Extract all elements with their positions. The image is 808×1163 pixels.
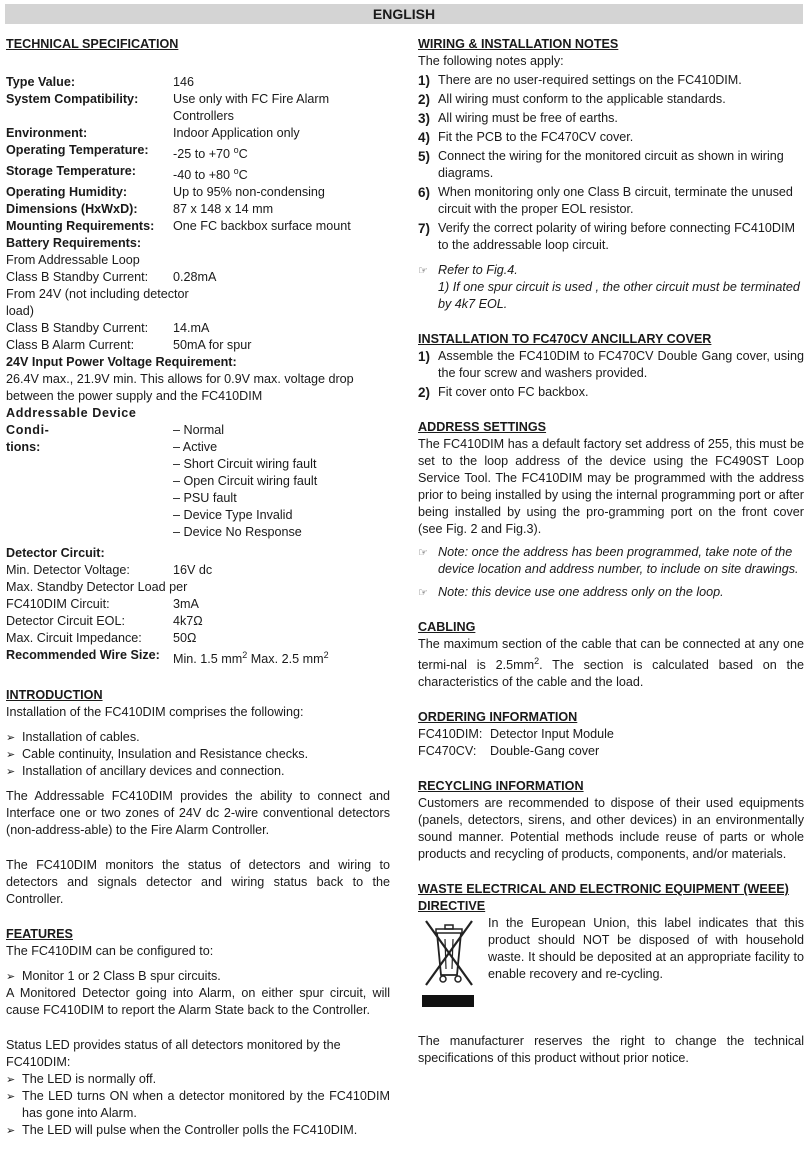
spec-impedance: Max. Circuit Impedance: 50Ω: [6, 631, 197, 646]
address-note-1: ☞ Note: once the address has been programmed, take note of the device location and address number, to include on site drawings.: [418, 545, 799, 576]
condition-item: – Active: [173, 440, 218, 455]
list-item: ➢ Installation of cables.: [6, 729, 390, 746]
weee-title: WASTE ELECTRICAL AND ELECTRONIC EQUIPMENT (WEEE): [418, 882, 789, 897]
spec-from-24v-2: load): [6, 304, 35, 319]
list-item: 3) All wiring must be free of earths.: [418, 111, 618, 126]
spec-wire-size: Recommended Wire Size: Min. 1.5 $mm^2$ Max. 2.5 $mm^2$: [6, 648, 329, 667]
features-lead: The FC410DIM can be configured to:: [6, 943, 214, 958]
spec-mounting: Mounting Requirements: One FC backbox surface mount: [6, 219, 351, 234]
wiring-note: ☞ Refer to Fig.4. 1) If one spur circuit is used , the other circuit must be terminated by 4k7 EOL.: [418, 263, 800, 311]
cabling-paragraph: The maximum section of the cable that can be connected at any one termi-nal is $2.5mm^2$. The section is calculated based on the characteristics of the cable and the load.: [418, 637, 804, 690]
left-column: [6, 36, 390, 1139]
spec-from-loop: From Addressable Loop: [6, 253, 140, 268]
cabling-title: CABLING: [418, 620, 476, 634]
spec-dimensions: Dimensions (HxWxD): 87 x 148 x 14 mm: [6, 202, 274, 217]
spec-detector-circuit-label: Detector Circuit:: [6, 546, 105, 561]
recycling-paragraph: Customers are recommended to dispose of their used equipments (panels, detectors, sirens, and other devices) in an environmentally sound manner. Potential methods include reuse of parts or whole products and recycling of products, components, and/or materials.: [418, 796, 804, 862]
list-item: 2) All wiring must conform to the applicable standards.: [418, 92, 726, 107]
tech-spec-title: TECHNICAL SPECIFICATION: [6, 37, 179, 51]
intro-title: INTRODUCTION: [6, 687, 103, 702]
weee-paragraph: In the European Union, this label indicates that this product should NOT be disposed of with household waste. It should be deposited at an appropriate facility to enable recovery and re-cycling.: [488, 916, 804, 982]
wiring-lead: The following notes apply:: [418, 54, 564, 68]
list-item: ➢ Installation of ancillary devices and connection.: [6, 763, 390, 780]
intro-paragraph-2: The FC410DIM monitors the status of detectors and wiring to detectors and signals detector and wiring status back to the Controller.: [6, 857, 390, 906]
address-paragraph: The FC410DIM has a default factory set address of 255, this must be set to the loop address of the device using the FC490ST Loop Service Tool. The FC410DIM may be programmed with the address prior to being installed by using the internal programming port or after being installed by using the pro-gramming port on the front cover (see Fig. 2 and Fig.3).: [418, 437, 804, 536]
address-note-2: ☞ Note: this device use one address only on the loop.: [418, 585, 724, 599]
pointing-hand-icon: ☞: [418, 264, 428, 277]
list-item: 5) Connect the wiring for the monitored circuit as shown in wiring diagrams.: [418, 149, 784, 180]
spec-fc-circuit: FC410DIM Circuit: 3mA: [6, 597, 199, 612]
features-led-lead: Status LED provides status of all detectors monitored by the FC410DIM:: [6, 1037, 341, 1069]
pointing-hand-icon: ☞: [418, 546, 428, 559]
list-item: 7) Verify the correct polarity of wiring before connecting FC410DIM to the addressable loop circuit.: [418, 221, 795, 252]
spec-environment: Environment: Indoor Application only: [6, 126, 300, 140]
condition-item: – PSU fault: [173, 491, 237, 506]
features-title: FEATURES: [6, 926, 73, 941]
spec-type-value: Type Value: 146: [6, 75, 195, 89]
spec-battery-label: Battery Requirements:: [6, 236, 142, 251]
list-item: 1) Assemble the FC410DIM to FC470CV Double Gang cover, using the four screw and washers provided.: [418, 349, 804, 380]
features-paragraph: A Monitored Detector going into Alarm, on either spur circuit, will cause FC410DIM to report the Alarm State back to the Controller.: [6, 985, 390, 1017]
spec-storage-temp: Storage Temperature: -40 to +80 $^o$C: [6, 164, 248, 183]
list-item: 6) When monitoring only one Class B circuit, terminate the unused circuit with the proper EOL resistor.: [418, 185, 793, 216]
list-item: 2) Fit cover onto FC backbox.: [418, 385, 589, 400]
list-item: 4) Fit the PCB to the FC470CV cover.: [418, 130, 634, 145]
condition-item: – Normal: [173, 423, 225, 438]
spec-from-24v-1: From 24V (not including detector: [6, 287, 189, 302]
spec-standby-loop: Class B Standby Current: 0.28mA: [6, 270, 217, 285]
list-item: FC470CV: Double-Gang cover: [418, 744, 600, 759]
footer-note: The manufacturer reserves the right to change the technical specifications of this product without prior notice.: [418, 1034, 804, 1066]
install-title: INSTALLATION TO FC470CV ANCILLARY COVER: [418, 332, 712, 346]
crossed-out-bin-icon: [418, 915, 484, 1015]
weee-block: [418, 915, 804, 1015]
list-item: ➢ The LED will pulse when the Controller polls the FC410DIM.: [6, 1122, 390, 1139]
recycling-title: RECYCLING INFORMATION: [418, 779, 584, 794]
list-item: ➢ Monitor 1 or 2 Class B spur circuits.: [6, 968, 390, 985]
spec-standby-24v: Class B Standby Current: 14.mA: [6, 321, 210, 336]
list-item: ➢ The LED is normally off.: [6, 1071, 390, 1088]
spec-eol: Detector Circuit EOL: 4k7Ω: [6, 614, 203, 629]
spec-input-voltage-label: 24V Input Power Voltage Requirement:: [6, 355, 237, 370]
address-title: ADDRESS SETTINGS: [418, 420, 547, 434]
spec-operating-temp: Operating Temperature: -25 to +70 $^o$C: [6, 143, 248, 162]
condition-item: – Short Circuit wiring fault: [173, 457, 317, 472]
condition-item: – Open Circuit wiring fault: [173, 474, 318, 489]
spec-max-standby: Max. Standby Detector Load per: [6, 580, 188, 595]
pointing-hand-icon: ☞: [418, 586, 428, 599]
spec-compatibility: System Compatibility: Use only with FC Fire Alarm Controllers: [6, 92, 330, 123]
list-item: FC410DIM: Detector Input Module: [418, 727, 614, 742]
condition-item: – Device Type Invalid: [173, 508, 293, 523]
ordering-title: ORDERING INFORMATION: [418, 710, 578, 725]
right-column: [418, 36, 804, 1067]
weee-title-2: DIRECTIVE: [418, 899, 486, 914]
spec-device-conditions: Addressable Device Condi- tions: – Normal – Active – Short Circuit wiring fault – Open Circuit wiring fault – PSU fault – Device Type Invalid – Device No Response: [6, 405, 390, 541]
list-item: ➢ Cable continuity, Insulation and Resistance checks.: [6, 746, 390, 763]
spec-alarm-24v: Class B Alarm Current: 50mA for spur: [6, 338, 252, 353]
list-item: ➢ The LED turns ON when a detector monitored by the FC410DIM has gone into Alarm.: [6, 1088, 390, 1122]
wiring-title: WIRING & INSTALLATION NOTES: [418, 37, 619, 51]
spec-min-voltage: Min. Detector Voltage: 16V dc: [6, 563, 213, 578]
language-header: ENGLISH: [5, 4, 803, 24]
list-item: 1) There are no user-required settings on the FC410DIM.: [418, 73, 742, 88]
spec-input-voltage-text: 26.4V max., 21.9V min. This allows for 0.9V max. voltage drop between the power supply and the FC410DIM: [6, 372, 354, 404]
condition-item: – Device No Response: [173, 525, 302, 540]
spec-humidity: Operating Humidity: Up to 95% non-condensing: [6, 185, 325, 200]
intro-lead: Installation of the FC410DIM comprises the following:: [6, 704, 304, 719]
intro-paragraph-1: The Addressable FC410DIM provides the ability to connect and Interface one or two zones of 24V dc 2-wire conventional detectors (non-address-able) to the Fire Alarm Controller.: [6, 788, 390, 837]
